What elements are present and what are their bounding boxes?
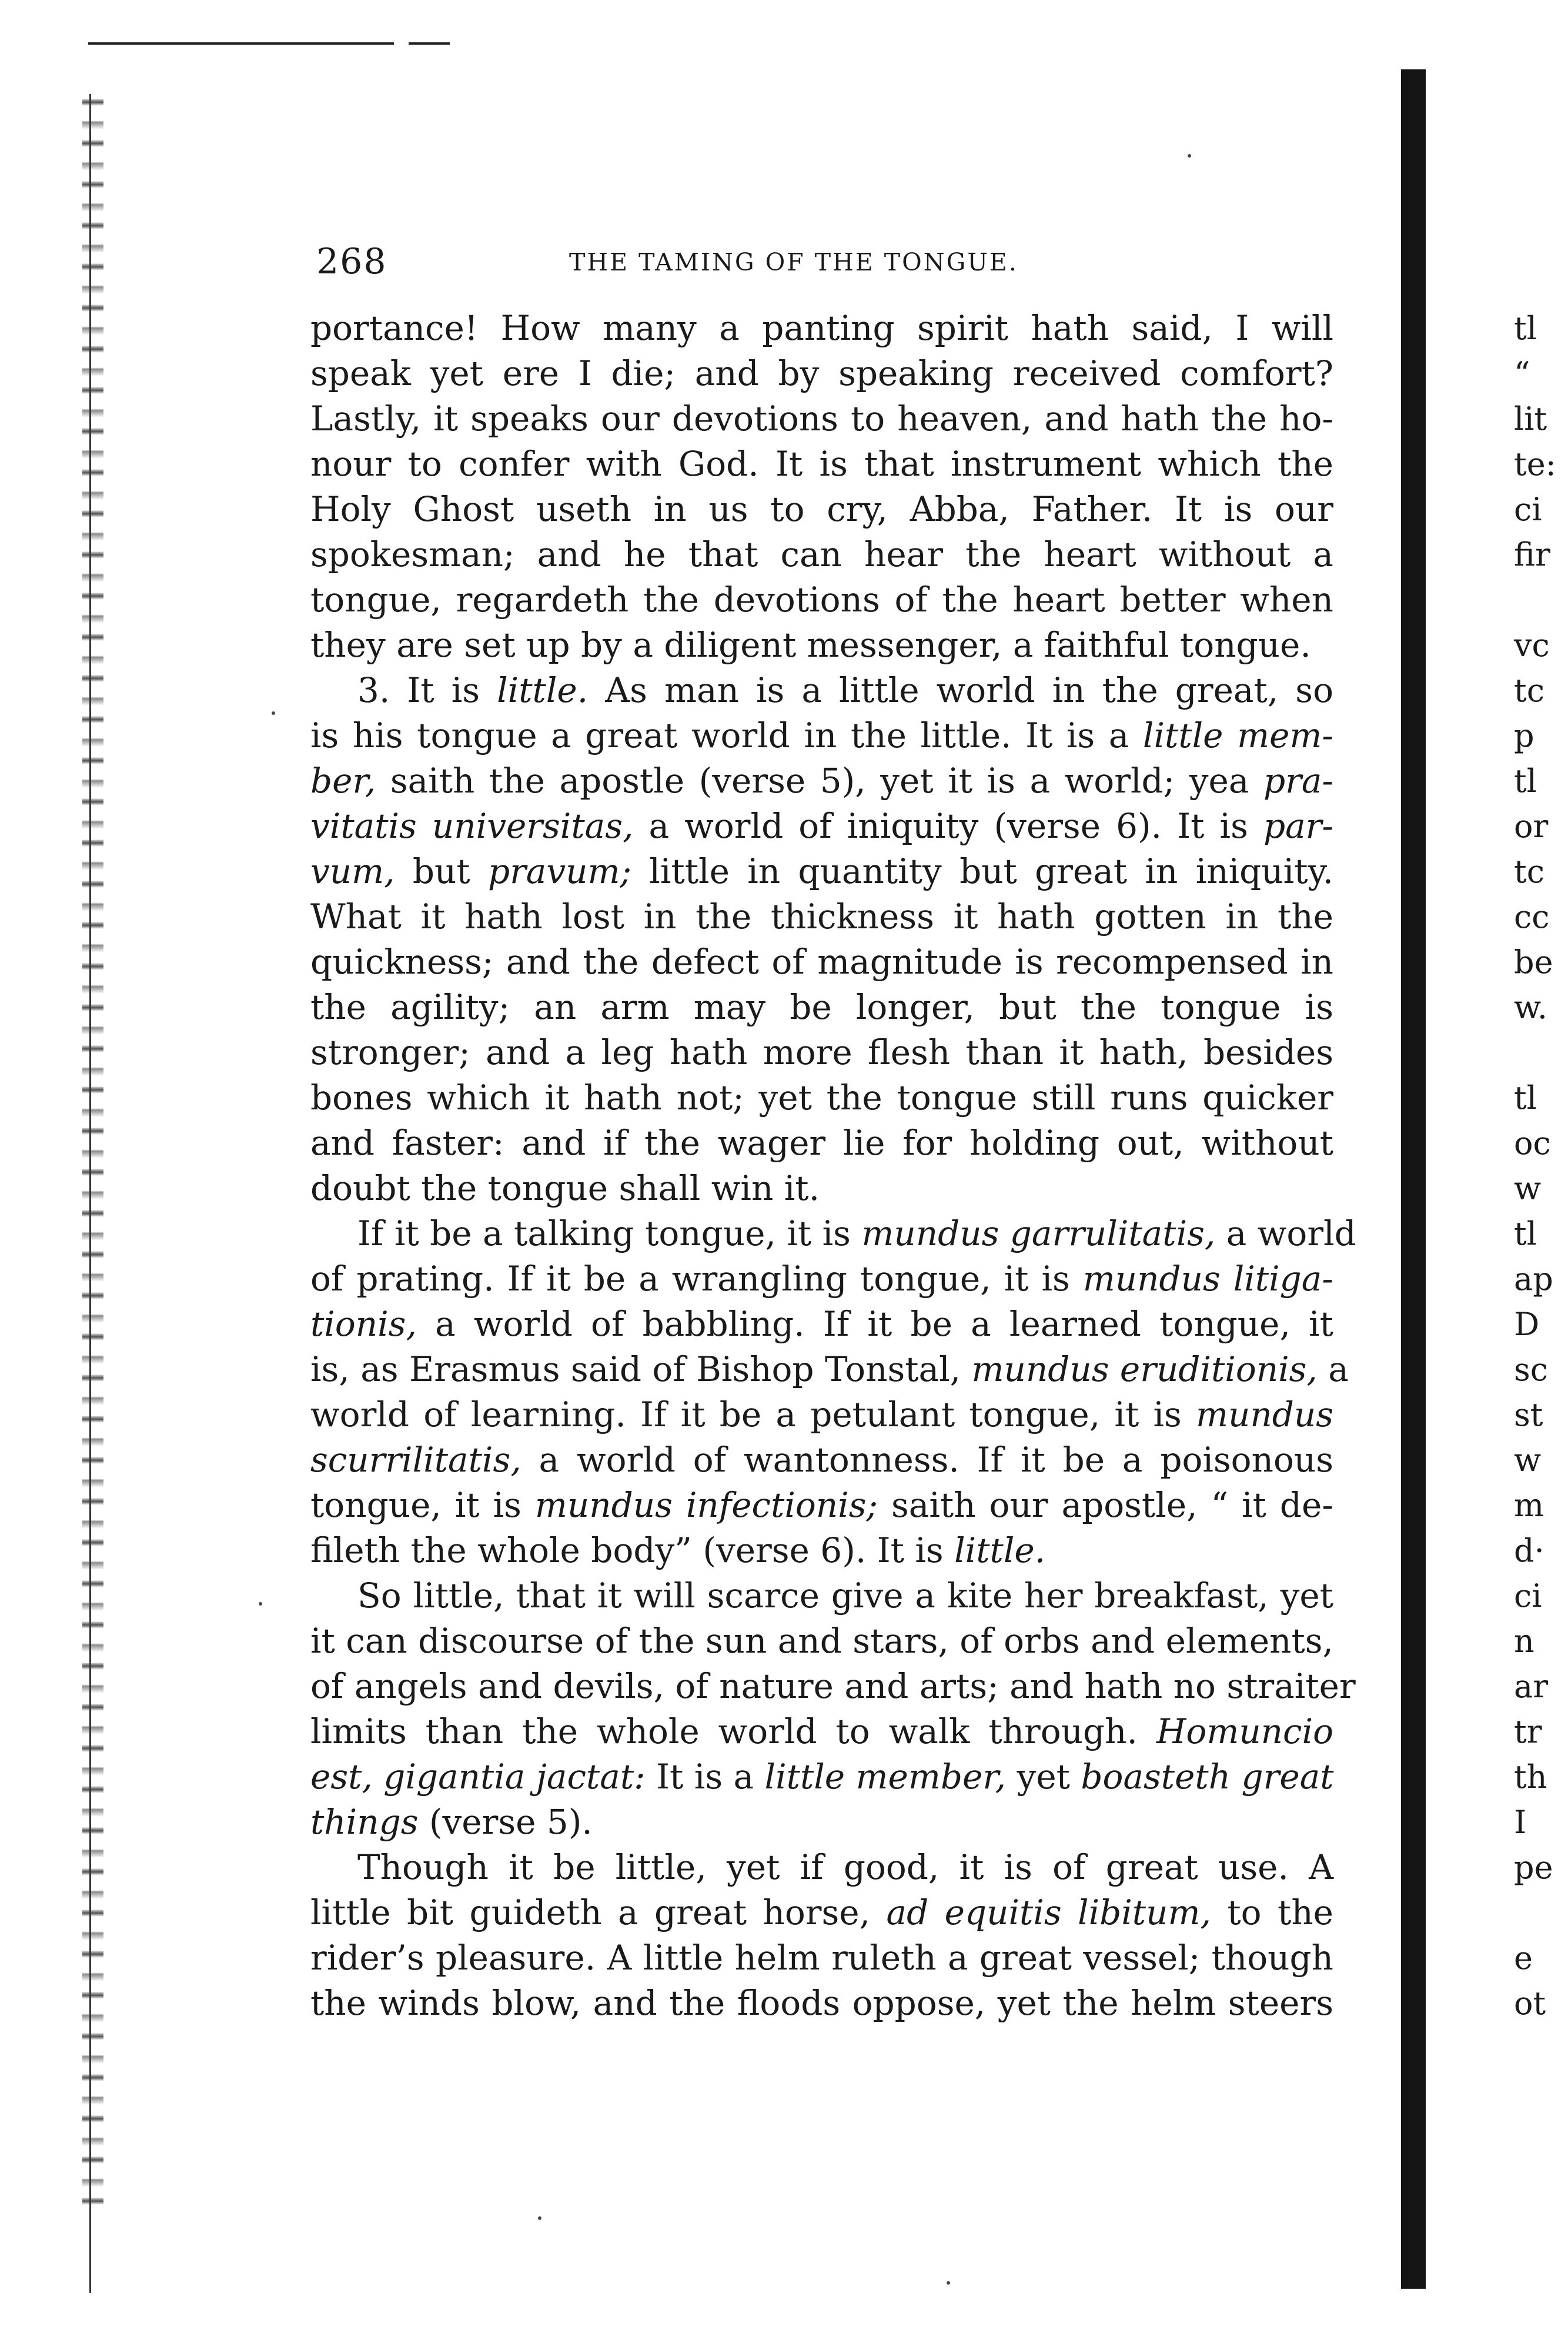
text-run: a world of iniquity (verse 6). It is [633,806,1263,846]
facing-line-fragment: fir [1514,536,1550,573]
italic-run: little. [954,1530,1046,1570]
text-run: quickness; and the defect of magnitude is recompensed in [310,942,1333,982]
italic-run: ad equitis libitum, [886,1892,1211,1932]
facing-line-fragment: d· [1514,1532,1544,1569]
facing-line-fragment: I [1514,1804,1527,1841]
italic-run: things [310,1802,419,1842]
text-line [310,1302,1333,1347]
text-line [310,1935,1333,1981]
text-run: Holy Ghost useth in us to cry, Abba, Father. It is our [310,489,1333,529]
italic-run: par- [1263,806,1333,846]
facing-line-fragment: oc [1514,1125,1551,1162]
text-run: is his tongue a great world in the little. It is a [310,715,1143,755]
italic-run: boasteth great [1081,1757,1334,1797]
facing-line-fragment [1514,577,1568,623]
text-line [310,1890,1333,1935]
text-run: What it hath lost in the thickness it hath gotten in the [310,897,1333,937]
page-number: 268 [316,241,387,282]
facing-line-fragment: ar [1514,1668,1549,1705]
facing-line-fragment: w. [1514,989,1547,1026]
facing-line-fragment: cc [1514,898,1550,935]
facing-line-fragment: tr [1514,1713,1542,1750]
scan-speck [538,2216,541,2220]
italic-run: mundus [1196,1395,1333,1434]
facing-line-fragment: e [1514,1940,1533,1977]
text-run: world of learning. If it be a petulant tongue, it is [310,1395,1196,1434]
facing-line-fragment [1514,1890,1568,1935]
scan-left-margin-line [89,94,91,2293]
text-line [310,1483,1333,1528]
text-line [310,1437,1333,1483]
text-run: saith our apostle, “ it de- [878,1485,1333,1525]
text-run: limits than the whole world to walk through. [310,1711,1156,1751]
facing-page-fragment [1514,306,1568,2026]
text-run: little in quantity but great in iniquity. [631,851,1333,891]
italic-run: tionis, [310,1304,417,1344]
italic-run: little member, [764,1757,1007,1797]
text-line [310,894,1333,939]
text-run: nour to confer with God. It is that instrument which the [310,444,1333,484]
italic-run: mundus eruditionis, [971,1349,1318,1389]
facing-line-fragment: st [1514,1396,1543,1433]
text-line [310,1845,1333,1890]
facing-line-fragment: n [1514,1623,1534,1660]
text-line [310,1211,1356,1256]
facing-line-fragment: tc [1514,853,1544,890]
facing-line-fragment [1514,1030,1568,1075]
text-line [310,758,1333,804]
facing-line-fragment: th [1514,1758,1547,1795]
text-run: it can discourse of the sun and stars, of orbs and elements, [310,1621,1333,1661]
text-line [310,532,1333,577]
text-run: the winds blow, and the floods oppose, yet the helm steers [310,1983,1333,2023]
text-line [310,804,1333,849]
body-text [310,306,1356,2026]
text-run: they are set up by a diligent messenger, a faithful tongue. [310,625,1311,665]
scan-gutter-shadow [1401,69,1426,2289]
text-run: tongue, it is [310,1485,535,1525]
text-run: saith the apostle (verse 5), yet it is a world; yea [376,761,1263,801]
italic-run: scurrilitatis, [310,1440,521,1480]
text-run: doubt the tongue shall win it. [310,1168,820,1208]
text-run: It is a [645,1757,765,1797]
facing-line-fragment: or [1514,808,1549,845]
text-run: a world [1215,1213,1356,1253]
text-run: rider’s pleasure. A little helm ruleth a great vessel; though [310,1938,1333,1978]
scan-binding-edge [82,88,103,2216]
facing-line-fragment: ap [1514,1260,1553,1298]
italic-run: vum, [310,851,395,891]
facing-line-fragment: vc [1514,627,1550,664]
facing-line-fragment: lit [1514,400,1547,437]
text-line [310,1573,1333,1619]
facing-line-fragment: tl [1514,1215,1537,1252]
text-line [310,577,1333,623]
text-run: a world of babbling. If it be a learned tongue, it [416,1304,1333,1344]
text-run: As man is a little world in the great, so [588,670,1333,710]
italic-run: little mem- [1142,715,1334,755]
text-line [310,939,1333,985]
text-line [310,1981,1333,2026]
facing-line-fragment: tl [1514,763,1537,800]
text-line [310,1619,1333,1664]
italic-run: ber, [310,761,376,801]
text-line [310,713,1333,758]
facing-line-fragment: be [1514,944,1553,981]
text-run: 3. It is [357,670,497,710]
scan-speck [272,711,275,715]
text-run: bones which it hath not; yet the tongue still runs quicker [310,1078,1333,1118]
text-line [310,351,1333,396]
text-run: (verse 5). [418,1802,593,1842]
text-run: portance! How many a panting spirit hath said, I will [310,308,1333,348]
italic-run: mundus infectionis; [534,1485,878,1525]
text-run: the agility; an arm may be longer, but the tongue is [310,987,1333,1027]
text-run: is, as Erasmus said of Bishop Tonstal, [310,1349,972,1389]
text-line [310,1664,1356,1709]
scan-speck [947,2281,950,2285]
text-run: spokesman; and he that can hear the heart without a [310,534,1333,574]
facing-line-fragment: tl [1514,310,1537,347]
facing-line-fragment: tc [1514,672,1544,709]
text-run: If it be a talking tongue, it is [357,1213,862,1253]
text-line [310,1392,1333,1437]
text-line [310,985,1333,1030]
running-title: THE TAMING OF THE TONGUE. [569,248,1018,276]
text-run: stronger; and a leg hath more flesh than it hath, besides [310,1032,1333,1072]
facing-line-fragment: m [1514,1487,1544,1524]
facing-line-fragment: ci [1514,1577,1542,1614]
italic-run: little. [497,670,589,710]
facing-line-fragment: ci [1514,491,1542,528]
text-line [310,1347,1349,1392]
italic-run: mundus litiga- [1082,1259,1333,1299]
text-line [310,1075,1333,1121]
text-run: speak yet ere I die; and by speaking received comfort? [310,353,1333,393]
text-run: a [1317,1349,1349,1389]
facing-line-fragment: w [1514,1442,1542,1479]
italic-run: Homuncio [1156,1711,1333,1751]
text-run: of prating. If it be a wrangling tongue, it is [310,1259,1083,1299]
text-run: Though it be little, yet if good, it is of great use. A [357,1847,1333,1887]
text-line [310,1121,1333,1166]
italic-run: est, gigantia jactat: [310,1757,646,1797]
facing-line-fragment: w [1514,1170,1542,1207]
text-run: yet [1006,1757,1081,1797]
italic-run: pravum; [487,851,632,891]
italic-run: mundus garrulitatis, [861,1213,1216,1253]
text-run: of angels and devils, of nature and arts; and hath no straiter [310,1666,1356,1706]
facing-line-fragment: “ [1514,355,1530,392]
text-line [310,623,1333,668]
facing-line-fragment: ot [1514,1985,1546,2022]
text-line [310,849,1333,894]
text-line [310,1256,1333,1302]
text-line [310,1528,1333,1573]
text-run: but [394,851,488,891]
text-run: So little, that it will scarce give a kite her breakfast, yet [357,1576,1333,1616]
text-run: tongue, regardeth the devotions of the heart better when [310,580,1333,620]
text-line [310,1800,1333,1845]
text-run: and faster: and if the wager lie for holding out, without [310,1123,1333,1163]
text-run: to the [1211,1892,1333,1932]
facing-line-fragment: pe [1514,1849,1553,1886]
text-line [310,1754,1333,1800]
scan-top-rule [88,42,394,45]
text-run: little bit guideth a great horse, [310,1892,887,1932]
scan-top-rule-fragment [409,42,450,45]
text-run: Lastly, it speaks our devotions to heaven, and hath the ho- [310,399,1333,439]
scan-speck [259,1602,262,1606]
facing-line-fragment: sc [1514,1351,1548,1388]
text-line [310,306,1333,351]
text-line [310,396,1333,442]
text-line [310,1030,1333,1075]
scan-speck [1188,154,1191,158]
facing-line-fragment: p [1514,717,1534,754]
text-line [310,487,1333,532]
text-line [310,1166,1333,1211]
text-line [310,442,1333,487]
italic-run: pra- [1263,761,1333,801]
facing-line-fragment: D [1514,1306,1540,1343]
text-run: fileth the whole body” (verse 6). It is [310,1530,955,1570]
italic-run: vitatis universitas, [310,806,634,846]
text-line [310,668,1333,713]
text-run: a world of wantonness. If it be a poisonous [521,1440,1333,1480]
running-head [316,241,1339,288]
facing-line-fragment: te: [1514,446,1556,483]
facing-line-fragment: tl [1514,1079,1537,1116]
text-line [310,1709,1333,1754]
